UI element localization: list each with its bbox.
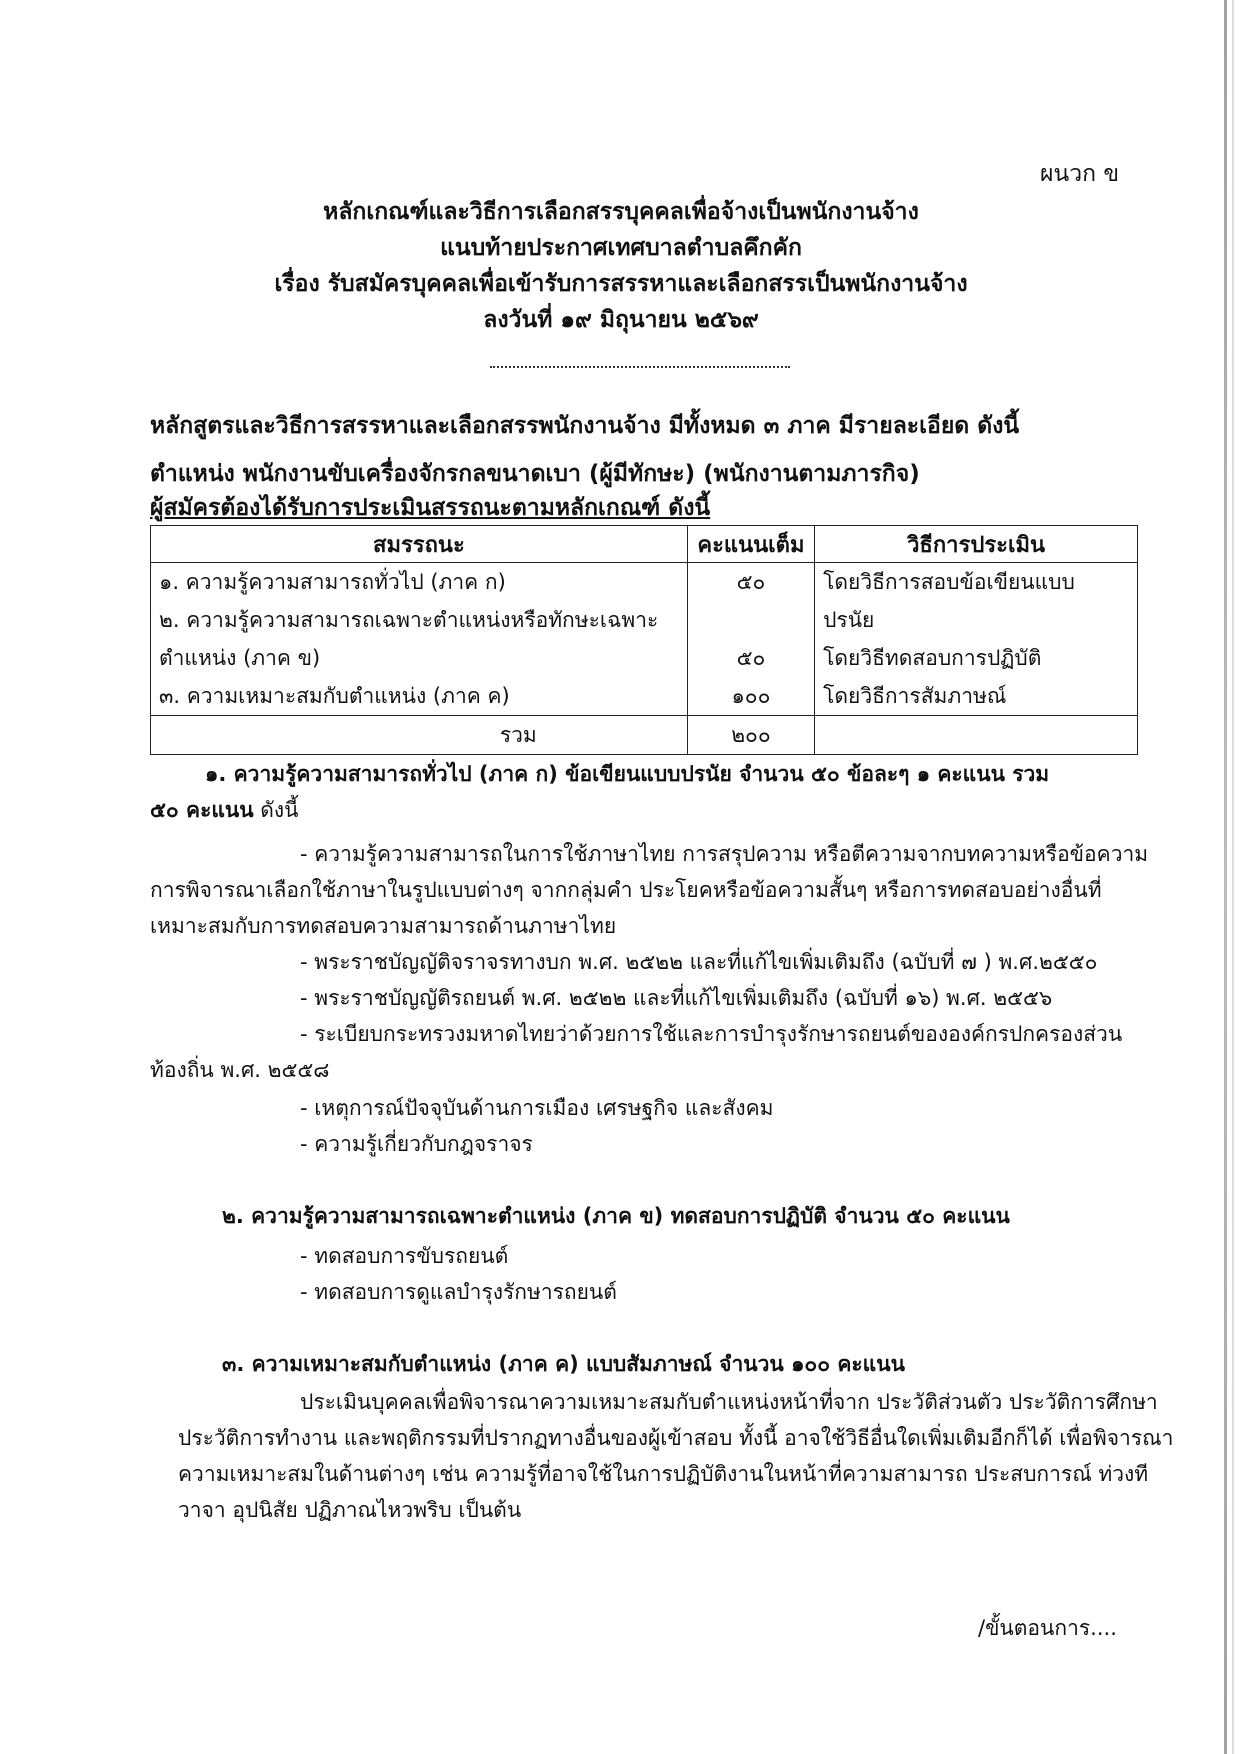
section3-p-line2: ประวัติการทำงาน และพฤติกรรมที่ปรากฏทางอื่นของผู้เข้าสอบ ทั้งนี้ อาจใช้วิธีอื่นใดเพิ่มเติมอีกก็ได้ เพื่อพิจารณา xyxy=(178,1426,1174,1450)
competency-2-cont: ตำแหน่ง (ภาค ข) xyxy=(159,646,321,670)
score-2 xyxy=(696,601,806,639)
competency-table xyxy=(150,525,1138,755)
score-1: ๕๐ xyxy=(736,570,766,594)
section2-heading: ๒. ความรู้ความสามารถเฉพาะตำแหน่ง (ภาค ข) ทดสอบการปฏิบัติ จำนวน ๕๐ คะแนน xyxy=(222,1204,1010,1228)
method-1: โดยวิธีการสอบข้อเขียนแบบ xyxy=(823,570,1075,594)
section1-heading-suffix: ดังนี้ xyxy=(253,798,299,822)
total-method-empty xyxy=(815,716,1138,755)
col-header-method: วิธีการประเมิน xyxy=(815,526,1138,563)
score-3: ๑๐๐ xyxy=(731,684,771,708)
section1-item-current-events: - เหตุการณ์ปัจจุบันด้านการเมือง เศรษฐกิจ และสังคม xyxy=(300,1096,774,1120)
competency-3: ๓. ความเหมาะสมกับตำแหน่ง (ภาค ค) xyxy=(159,684,510,708)
method-cell xyxy=(815,563,1138,716)
header-line-1: หลักเกณฑ์และวิธีการเลือกสรรบุคคลเพื่อจ้างเป็นพนักงานจ้าง xyxy=(323,199,919,225)
section1-heading-line2 xyxy=(150,794,299,827)
section1-item-vehicle-act: - พระราชบัญญัติรถยนต์ พ.ศ. ๒๕๒๒ และที่แก้ไขเพิ่มเติมถึง (ฉบับที่ ๑๖) พ.ศ. ๒๕๕๖ xyxy=(300,986,1053,1010)
section2-item-driving: - ทดสอบการขับรถยนต์ xyxy=(300,1244,509,1268)
header-line-4: ลงวันที่ ๑๙ มิถุนายน ๒๕๖๙ xyxy=(483,307,759,333)
section1-item-traffic-act: - พระราชบัญญัติจราจรทางบก พ.ศ. ๒๕๒๒ และที่แก้ไขเพิ่มเติมถึง (ฉบับที่ ๗ ) พ.ศ.๒๕๕๐ xyxy=(300,950,1098,974)
section1-item-regulation-line2: ท้องถิ่น พ.ศ. ๒๕๕๘ xyxy=(150,1058,330,1082)
section2-item-maintenance: - ทดสอบการดูแลบำรุงรักษารถยนต์ xyxy=(300,1280,617,1304)
competency-cell xyxy=(151,563,688,716)
col-header-full-score: คะแนนเต็ม xyxy=(687,526,814,563)
competency-2: ๒. ความรู้ความสามารถเฉพาะตำแหน่งหรือทักษะเฉพาะ xyxy=(159,608,659,632)
table-header-row xyxy=(151,526,1138,563)
section1-p1-line1: - ความรู้ความสามารถในการใช้ภาษาไทย การสรุปความ หรือตีความจากบทความหรือข้อความ xyxy=(300,842,1149,866)
footer-continue: /ขั้นตอนการ.... xyxy=(978,1616,1117,1640)
intro-text: หลักสูตรและวิธีการสรรหาและเลือกสรรพนักงานจ้าง มีทั้งหมด ๓ ภาค มีรายละเอียด ดังนี้ xyxy=(150,413,1020,439)
assessment-intro: ผู้สมัครต้องได้รับการประเมินสรรถนะตามหลักเกณฑ์ ดังนี้ xyxy=(150,495,711,521)
annex-label: ผนวก ข xyxy=(1040,161,1120,187)
col-header-competency: สมรรถนะ xyxy=(151,526,688,563)
section3-p-line4: วาจา อุปนิสัย ปฏิภาณไหวพริบ เป็นต้น xyxy=(178,1498,522,1522)
section3-heading: ๓. ความเหมาะสมกับตำแหน่ง (ภาค ค) แบบสัมภาษณ์ จำนวน ๑๐๐ คะแนน xyxy=(222,1352,905,1376)
total-score: ๒๐๐ xyxy=(687,716,814,755)
method-3: โดยวิธีการสัมภาษณ์ xyxy=(823,684,1007,708)
position-title: ตำแหน่ง พนักงานขับเครื่องจักรกลขนาดเบา (ผู้มีทักษะ) (พนักงานตามภารกิจ) xyxy=(150,461,920,487)
score-cell xyxy=(687,563,814,716)
header-line-3: เรื่อง รับสมัครบุคคลเพื่อเข้ารับการสรรหาและเลือกสรรเป็นพนักงานจ้าง xyxy=(274,271,968,297)
table-total-row xyxy=(151,716,1138,755)
section1-item-regulation-line1: - ระเบียบกระทรวงมหาดไทยว่าด้วยการใช้และการบำรุงรักษารถยนต์ขององค์กรปกครองส่วน xyxy=(300,1022,1123,1046)
section3-p-line3: ความเหมาะสมในด้านต่างๆ เช่น ความรู้ที่อาจใช้ในการปฏิบัติงานในหน้าที่ความสามารถ ประสบการณ์ ท่วงที xyxy=(178,1462,1149,1486)
competency-1: ๑. ความรู้ความสามารถทั่วไป (ภาค ก) xyxy=(159,570,506,594)
method-1-cont: ปรนัย xyxy=(823,608,875,632)
section3-p-line1: ประเมินบุคคลเพื่อพิจารณาความเหมาะสมกับตำแหน่งหน้าที่จาก ประวัติส่วนตัว ประวัติการศึกษา xyxy=(300,1390,1158,1414)
score-2-cont: ๕๐ xyxy=(736,646,766,670)
section1-heading-line1: ๑. ความรู้ความสามารถทั่วไป (ภาค ก) ข้อเขียนแบบปรนัย จำนวน ๕๐ ข้อละๆ ๑ คะแนน รวม xyxy=(205,762,1050,786)
table-body-row xyxy=(151,563,1138,716)
total-label: รวม xyxy=(151,716,688,755)
header-line-2: แนบท้ายประกาศเทศบาลตำบลคึกคัก xyxy=(440,235,802,261)
section1-p1-line2: การพิจารณาเลือกใช้ภาษาในรูปแบบต่างๆ จากกลุ่มคำ ประโยคหรือข้อความสั้นๆ หรือการทดสอบอย่างอื่นที่ xyxy=(150,878,1102,902)
section1-total-points: ๕๐ คะแนน xyxy=(150,798,254,822)
section1-item-traffic-rules: - ความรู้เกี่ยวกับกฎจราจร xyxy=(300,1132,533,1156)
method-2: โดยวิธีทดสอบการปฏิบัติ xyxy=(823,646,1042,670)
section1-p1-line3: เหมาะสมกับการทดสอบความสามารถด้านภาษาไทย xyxy=(150,914,617,938)
header-divider xyxy=(490,366,790,368)
